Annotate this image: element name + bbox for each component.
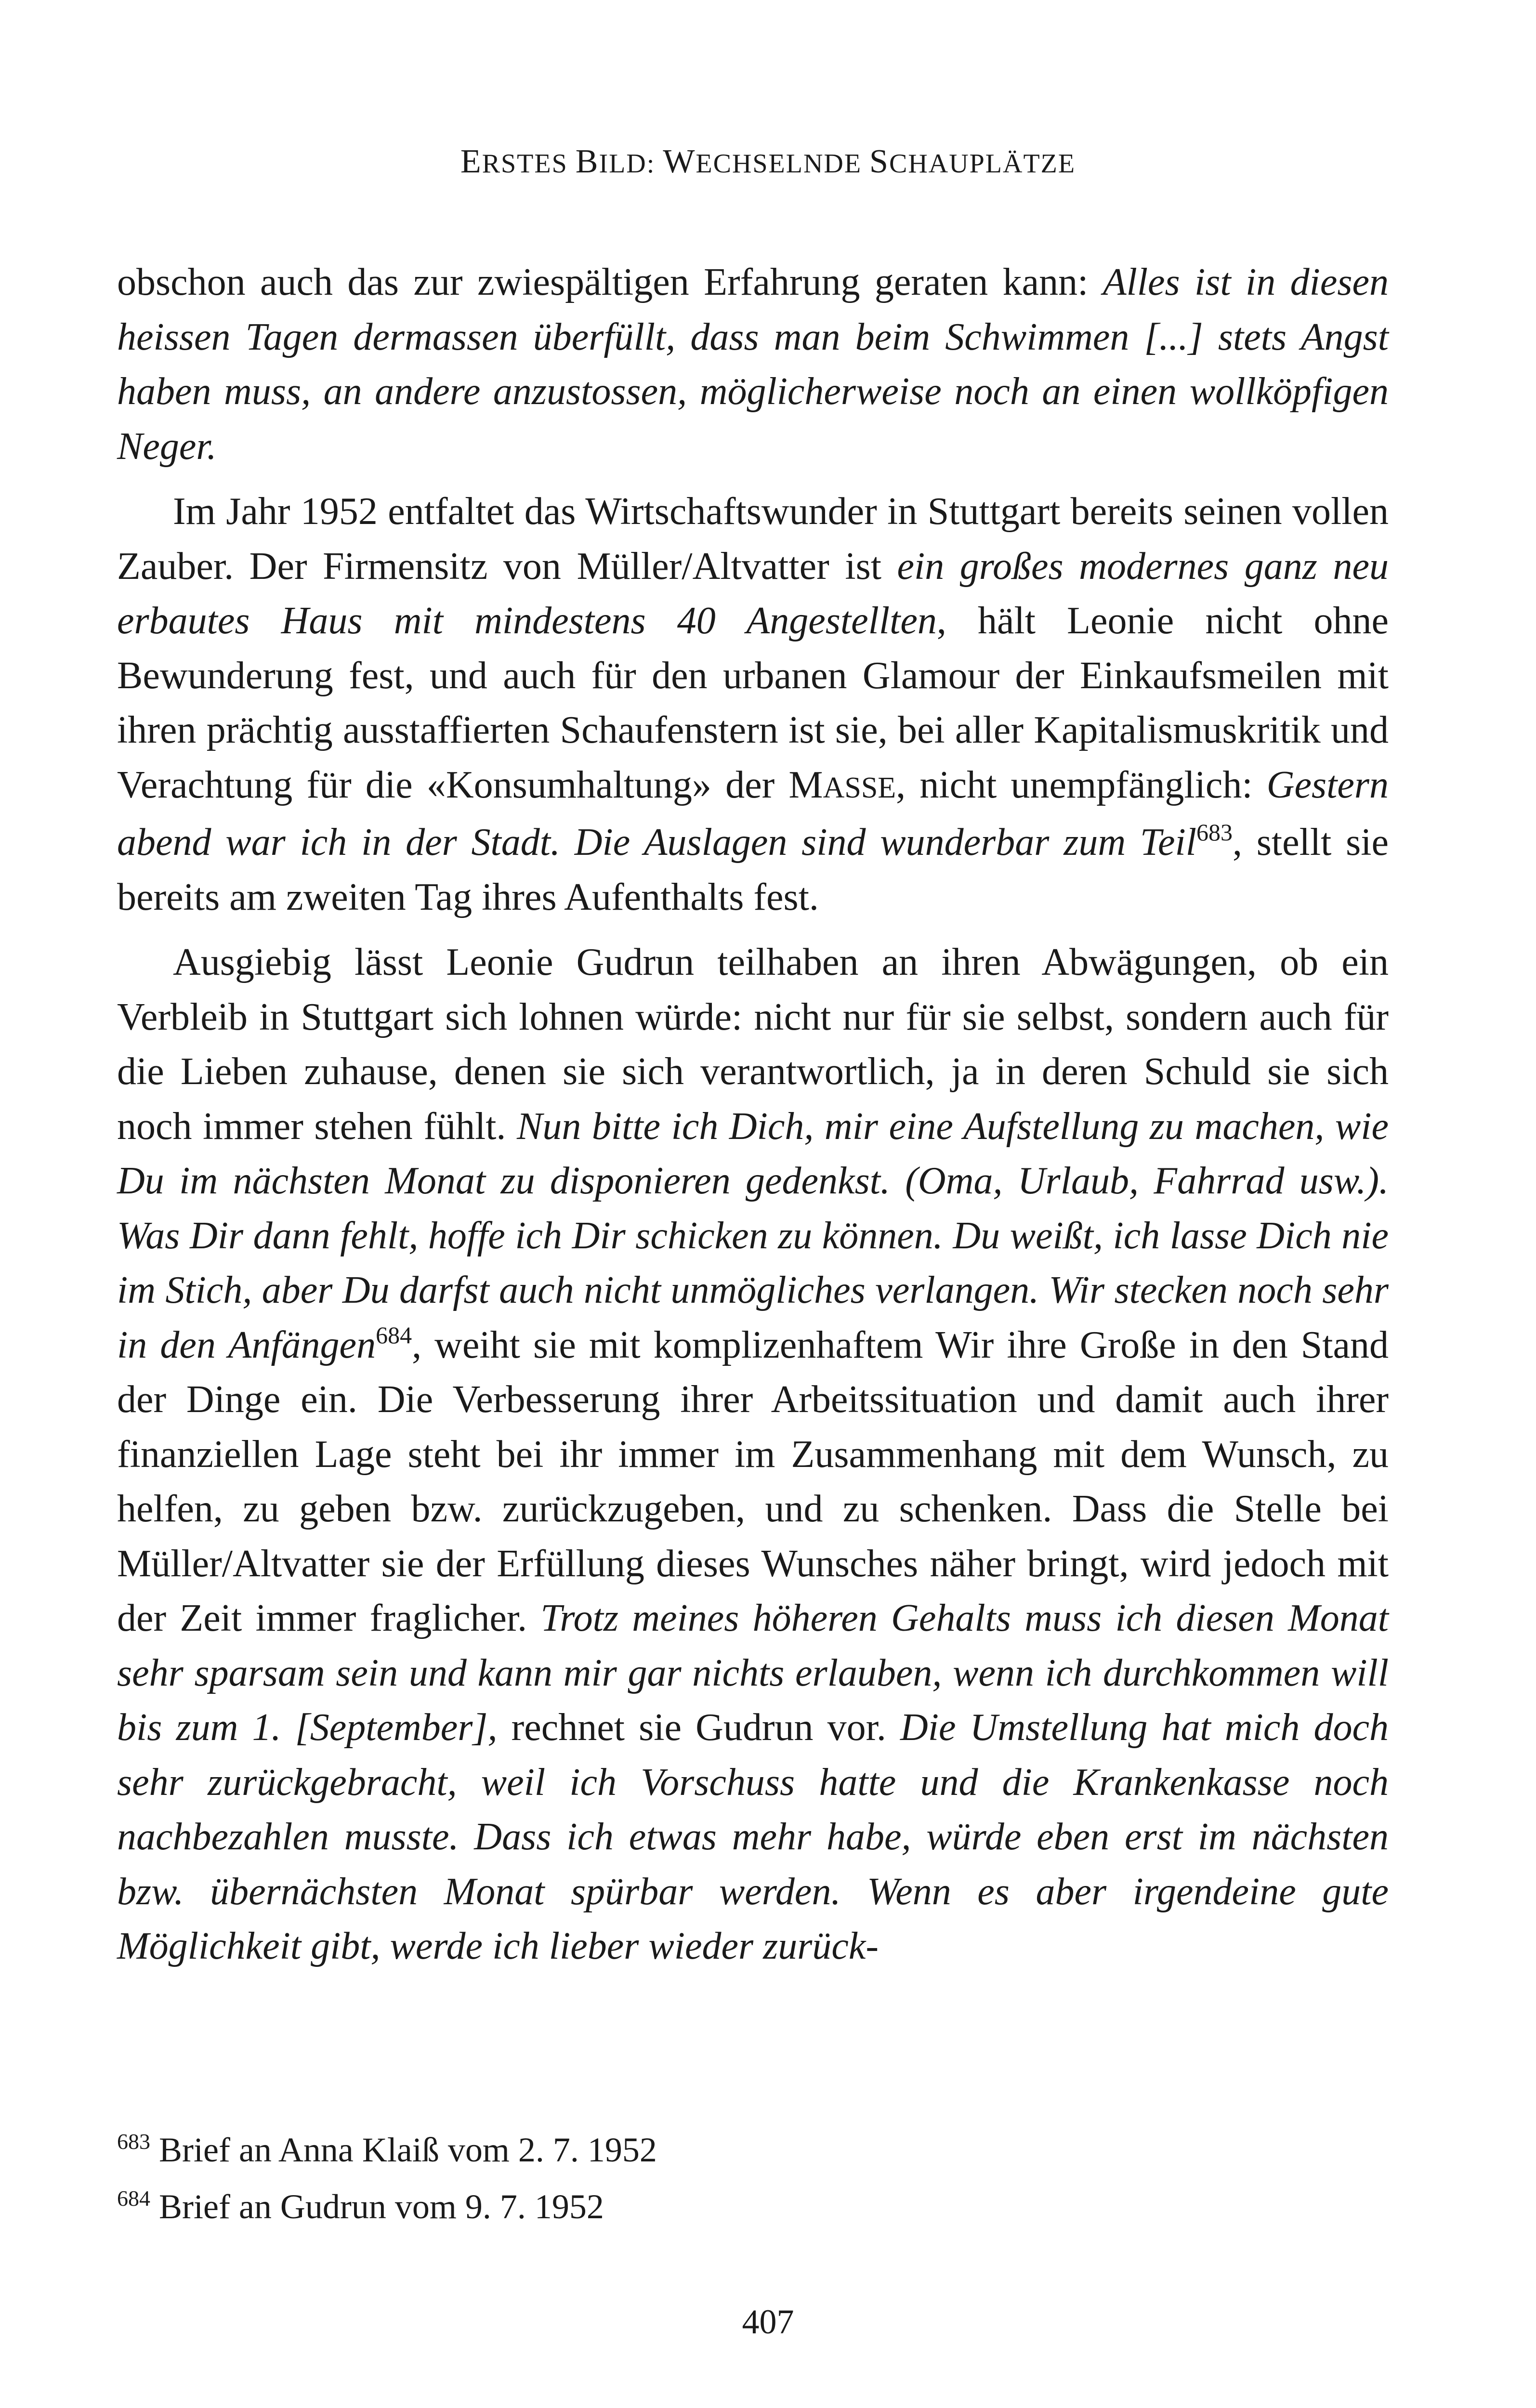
running-head-text: B: [575, 143, 599, 180]
paragraph-2: [117, 484, 1389, 925]
body-text-run: , stellt sie bereits am zweiten Tag ihres Aufenthalts fest.: [117, 821, 1389, 918]
running-head-text: S: [869, 143, 889, 180]
page-number: 407: [742, 2303, 794, 2341]
footnote-683: [117, 2121, 1389, 2178]
running-head-text: RSTES: [482, 149, 576, 179]
running-head-text: E: [460, 143, 482, 180]
quoted-letter-excerpt: Nun bitte ich Dich, mir eine Aufstellung zu machen, wie Du im nächsten Monat zu disponieren gedenkst. (Oma, Urlaub, Fahrrad usw.). Was Dir dann fehlt, hoffe ich Dir schicken zu können. Du weißt, ich lasse Dich nie im Stich, aber Du darfst auch nicht unmögliches verlangen. Wir stecken noch sehr in den Anfängen: [117, 1105, 1389, 1366]
running-head: [0, 143, 1536, 181]
running-head-text: ECHSELNDE: [696, 149, 870, 179]
quoted-letter-excerpt: Trotz meines höheren Gehalts muss ich diesen Monat sehr sparsam sein und kann mir gar nichts erlauben, wenn ich durchkommen will bis zum 1. [September],: [117, 1597, 1389, 1749]
running-head-text: CHAUPLÄTZE: [889, 149, 1076, 179]
paragraph-3: [117, 935, 1389, 1974]
small-caps-term: ASSE: [823, 771, 896, 804]
footnote-number: 684: [117, 2186, 150, 2211]
quoted-letter-excerpt: Alles ist in diesen heissen Tagen dermassen überfüllt, dass man beim Schwimmen [...] stets Angst haben muss, an andere anzustossen, möglicherweise noch an einen wollköpfigen Neger.: [117, 261, 1389, 468]
body-text-run: Im Jahr 1952 entfaltet das Wirtschaftswunder in Stuttgart bereits seinen vollen Zauber. Der Firmensitz von Müller/Altvatter ist: [117, 490, 1389, 588]
footnote-ref-683[interactable]: 683: [1196, 819, 1233, 846]
body-text-run: , weiht sie mit komplizenhaftem Wir ihre Große in den Stand der Dinge ein. Die Verbesserung ihrer Arbeitssituation und damit auch ihrer finanziellen Lage steht bei ihr immer im Zusammenhang mit dem Wunsch, zu helfen, zu geben bzw. zurückzugeben, und zu schenken. Dass die Stelle bei Müller/Altvatter sie der Erfüllung dieses Wunsches näher bringt, wird jedoch mit der Zeit immer fraglicher.: [117, 1323, 1389, 1639]
body-text-run: , hält Leonie nicht ohne Bewunderung fest, und auch für den urbanen Glamour der Einkaufsmeilen mit ihren prächtig ausstaffierten Schaufenstern ist sie, bei aller Kapitalismuskritik und Verachtung für die «Konsumhaltung» der: [117, 600, 1389, 806]
body-text: [117, 255, 1389, 1974]
footnotes: [117, 2121, 1389, 2235]
body-text-run: rechnet sie Gudrun vor.: [497, 1706, 900, 1749]
running-head-text: ILD:: [599, 149, 663, 179]
body-text-run: , nicht unempfänglich:: [896, 763, 1267, 806]
running-head-text: W: [663, 143, 696, 180]
quoted-letter-excerpt: Die Umstellung hat mich doch sehr zurückgebracht, weil ich Vorschuss hatte und die Krankenkasse noch nachbezahlen musste. Dass ich etwas mehr habe, würde eben erst im nächsten bzw. übernächsten Monat spürbar werden. Wenn es aber irgendeine gute Möglichkeit gibt, werde ich lieber wieder zurück-: [117, 1706, 1389, 1967]
footnote-text: Brief an Gudrun vom 9. 7. 1952: [159, 2187, 604, 2226]
footnote-text: Brief an Anna Klaiß vom 2. 7. 1952: [159, 2131, 657, 2169]
body-text-run: obschon auch das zur zwiespältigen Erfahrung geraten kann:: [117, 261, 1103, 303]
quoted-letter-excerpt: Gestern abend war ich in der Stadt. Die Auslagen sind wunderbar zum Teil: [117, 763, 1389, 864]
paragraph-1: [117, 255, 1389, 474]
small-caps-term: M: [788, 763, 823, 806]
quoted-letter-excerpt: ein großes modernes ganz neu erbautes Haus mit mindestens 40 Angestellten: [117, 545, 1389, 642]
footnote-684: [117, 2178, 1389, 2235]
footnote-number: 683: [117, 2129, 150, 2154]
footnote-ref-684[interactable]: 684: [376, 1321, 412, 1348]
body-text-run: Ausgiebig lässt Leonie Gudrun teilhaben an ihren Abwägungen, ob ein Verbleib in Stuttgart sich lohnen würde: nicht nur für sie selbst, sondern auch für die Lieben zuhause, denen sie sich verantwortlich, ja in deren Schuld sie sich noch immer stehen fühlt.: [117, 941, 1389, 1148]
